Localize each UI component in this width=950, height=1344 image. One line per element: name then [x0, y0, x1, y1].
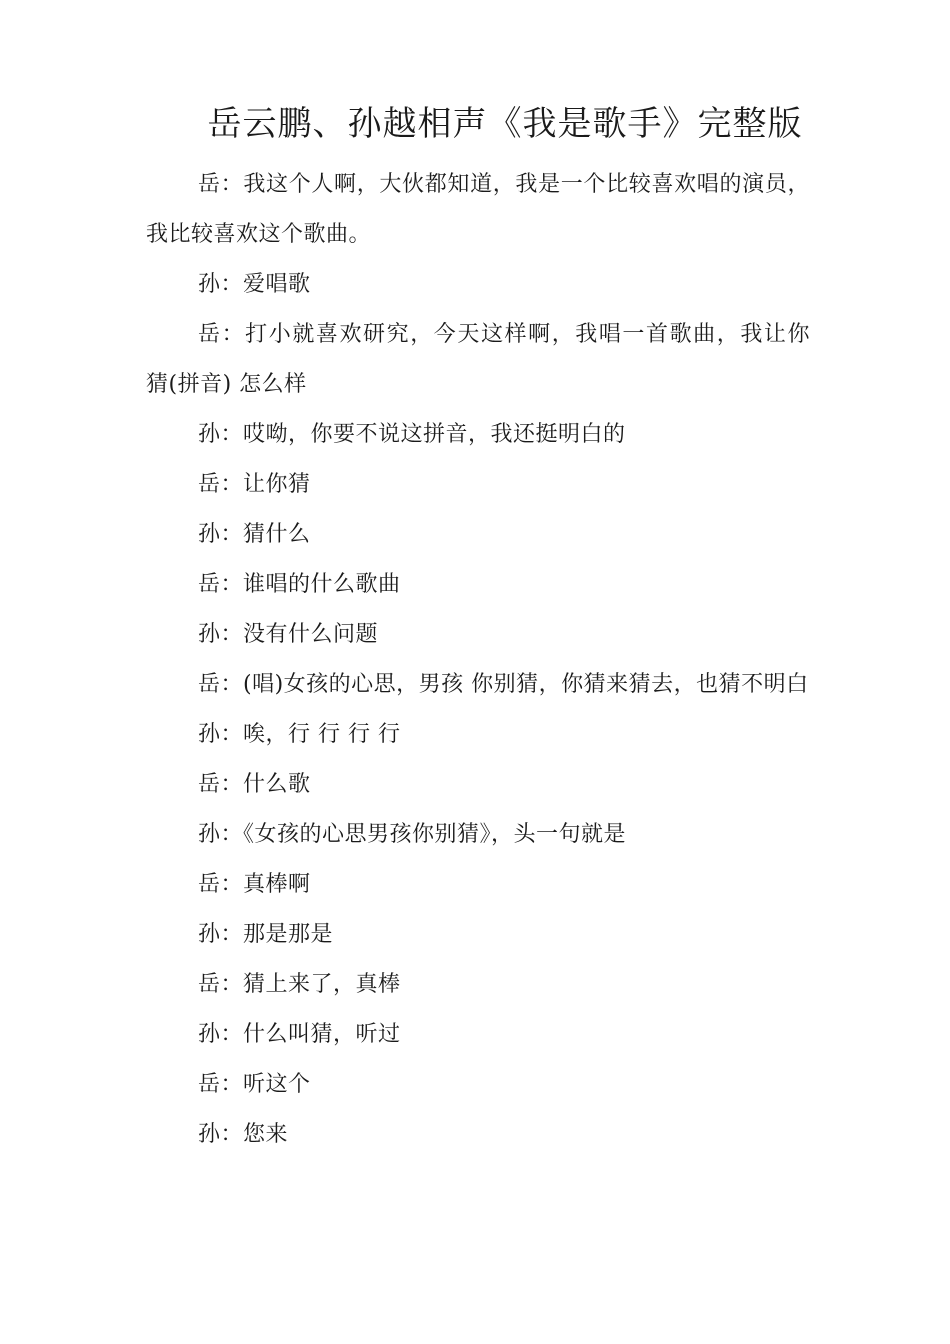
dialogue-line: 岳：我这个人啊，大伙都知道，我是一个比较喜欢唱的演员，我比较喜欢这个歌曲。	[146, 172, 810, 247]
dialogue-line: 孙：唉，行 行 行 行	[198, 722, 401, 747]
dialogue-line: 孙：那是那是	[198, 922, 334, 947]
dialogue-line: 孙：爱唱歌	[198, 272, 311, 297]
dialogue-line: 岳：猜上来了，真棒	[198, 972, 401, 997]
dialogue-line: 孙：您来	[198, 1122, 289, 1147]
dialogue-line: 岳：打小就喜欢研究，今天这样啊，我唱一首歌曲，我让你 猜(拼音) 怎么样	[146, 322, 810, 397]
document-title: 岳云鹏、孙越相声《我是歌手》完整版	[207, 104, 803, 144]
dialogue-body	[146, 160, 810, 1160]
dialogue-line: 岳：(唱)女孩的心思，男孩 你别猜，你猜来猜去，也猜不明白	[198, 672, 809, 697]
dialogue-line: 孙：什么叫猜，听过	[198, 1022, 401, 1047]
dialogue-line: 孙：没有什么问题	[198, 622, 379, 647]
dialogue-line: 岳：什么歌	[198, 772, 311, 797]
dialogue-line: 岳：真棒啊	[198, 872, 311, 897]
dialogue-line: 孙：猜什么	[198, 522, 311, 547]
dialogue-line: 岳：谁唱的什么歌曲	[198, 572, 401, 597]
dialogue-line: 岳：让你猜	[198, 472, 311, 497]
dialogue-line: 孙：《女孩的心思男孩你别猜》，头一句就是	[198, 822, 627, 847]
dialogue-line: 孙：哎呦，你要不说这拼音，我还挺明白的	[198, 422, 626, 447]
dialogue-line: 岳：听这个	[198, 1072, 311, 1097]
